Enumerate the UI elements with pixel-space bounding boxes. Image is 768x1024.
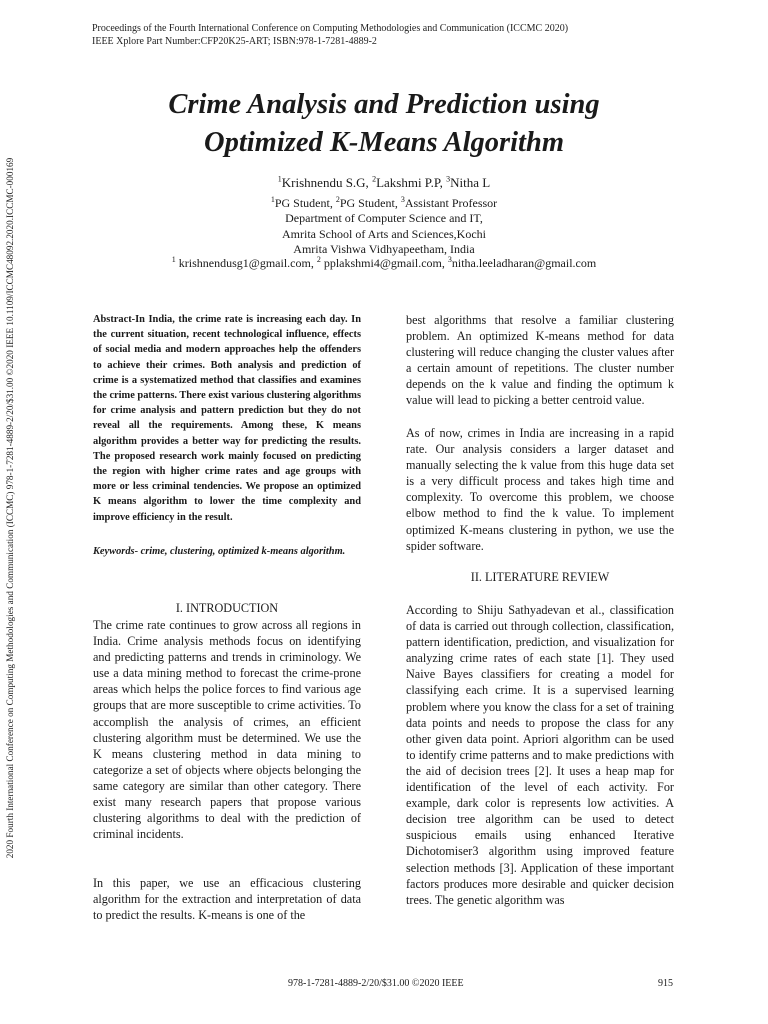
- header-line-1: Proceedings of the Fourth International Conference on Computing Methodologies and Communication (ICCMC 2020): [92, 23, 569, 34]
- doi-sidebar: 2020 Fourth International Conference on Computing Methodologies and Communication (ICCMC) 978-1-7281-4889-2/20/$31.00 ©2020 IEEE 10.1109/ICCMC48092.2020.ICCMC-000169: [5, 157, 15, 859]
- section-heading-introduction: I. INTRODUCTION: [175, 601, 279, 615]
- literature-review-paragraph: According to Shiju Sathyadevan et al., classification of data is carried out through collection, classification, pattern identification, prediction, and visualization for analyzing crime rates of each state [1]. They used Naive Bayes classifiers for creating a model for classifying each crime. It is a supervised learning problem where you know the class for a set of training data points and needs to propose the class for any other given data point. Apriori algorithm can be used to identify crime patterns and to make predictions with the aid of decision trees [2]. It uses a heap map for identification of the level of each activity. For example, dark color is represents low activities. A decision tree algorithm can be used to detect suspicious emails using enhanced Iterative Dichotomiser3 algorithm using improved feature selection methods [3]. Application of these important factors produces more desirable and quicker decision trees. The genetic algorithm was: [406, 603, 674, 907]
- department: Department of Computer Science and IT,: [285, 211, 483, 226]
- university: Amrita Vishwa Vidhyapeetham, India: [293, 241, 475, 256]
- author-1: Krishnendu S.G,: [281, 175, 373, 190]
- title-line-2: Optimized K-Means Algorithm: [204, 127, 564, 158]
- email-2[interactable]: pplakshmi4@gmail.com,: [320, 256, 448, 270]
- paper-title: [92, 86, 676, 162]
- intro-continued-paragraph-2: As of now, crimes in India are increasing in a rapid rate. Our analysis considers a larger dataset and manually selecting the k value from this huge data set is a very difficult process and takes high time and complexity. To overcome this problem, we choose elbow method to find the k value. To implement optimized K-means clustering in python, we use the spider software.: [406, 426, 674, 553]
- author-roles: $^1$PG Student, $^2$PG Student, $^3$Assistant Professor: [270, 195, 498, 210]
- footer-copyright: 978-1-7281-4889-2/20/$31.00 ©2020 IEEE: [288, 978, 464, 989]
- author-3: Nitha L: [450, 175, 491, 190]
- author-list: $^1$Krishnendu S.G, $^2$Lakshmi P.P, $^3$Nitha L: [277, 174, 491, 190]
- affiliation-block: [92, 196, 676, 257]
- keywords: Keywords- crime, clustering, optimized k-means algorithm.: [93, 546, 346, 557]
- school: Amrita School of Arts and Sciences,Kochi: [282, 226, 486, 241]
- proceedings-header: [92, 22, 568, 48]
- email-1[interactable]: krishnendusg1@gmail.com,: [175, 256, 317, 270]
- author-emails: $^1$ krishnendusg1@gmail.com, $^2$ pplakshmi4@gmail.com, $^3$nitha.leeladharan@gmail.com: [171, 255, 597, 270]
- author-2: Lakshmi P.P,: [376, 175, 447, 190]
- intro-paragraph-2: In this paper, we use an efficacious clustering algorithm for the extraction and interpretation of data to predict the results. K-means is one of the: [93, 876, 361, 923]
- abstract-text: Abstract-In India, the crime rate is increasing each day. In the current situation, recent technological influence, effects of social media and modern approaches help the offenders to achieve their crimes. Both analysis and prediction of crime is a systematized method that classifies and examines the crime patterns. There exist various clustering algorithms for crime analysis and pattern prediction but they do not reveal all the requirements. Among these, K means algorithm provides a better way for predicting the results. The proposed research work mainly focused on predicting the region with higher crime rates and age groups with more or less criminal tendencies. We propose an optimized K means algorithm to lower the time complexity and improve efficiency in the result.: [93, 314, 361, 523]
- intro-continued-paragraph-1: best algorithms that resolve a familiar clustering problem. An optimized K-means method for data clustering will reduce changing the cluster values after a certain amount of repetitions. The cluster number depends on the k value and finding the optimum k value will lead to picking a better centroid value.: [406, 313, 674, 408]
- header-line-2: IEEE Xplore Part Number:CFP20K25-ART; ISBN:978-1-7281-4889-2: [92, 36, 377, 47]
- title-line-1: Crime Analysis and Prediction using: [168, 89, 600, 120]
- section-heading-literature-review: II. LITERATURE REVIEW: [470, 570, 610, 584]
- page-number: 915: [658, 978, 673, 989]
- email-3[interactable]: nitha.leeladharan@gmail.com: [451, 256, 597, 270]
- intro-paragraph-1: The crime rate continues to grow across all regions in India. Crime analysis methods focus on identifying and predicting patterns and trends in criminology. We use a data mining method to forecast the crime-prone areas which helps the police forces to find various age groups that are more susceptible to crime activities. To accomplish the analysis of crimes, an efficient clustering algorithm must be determined. We use the K means clustering method in data mining to categorize a set of objects where objects belonging the same category are similar than other category. There exist many research papers that propose various clustering algorithms to deal with the prediction of criminal incidents.: [93, 618, 361, 842]
